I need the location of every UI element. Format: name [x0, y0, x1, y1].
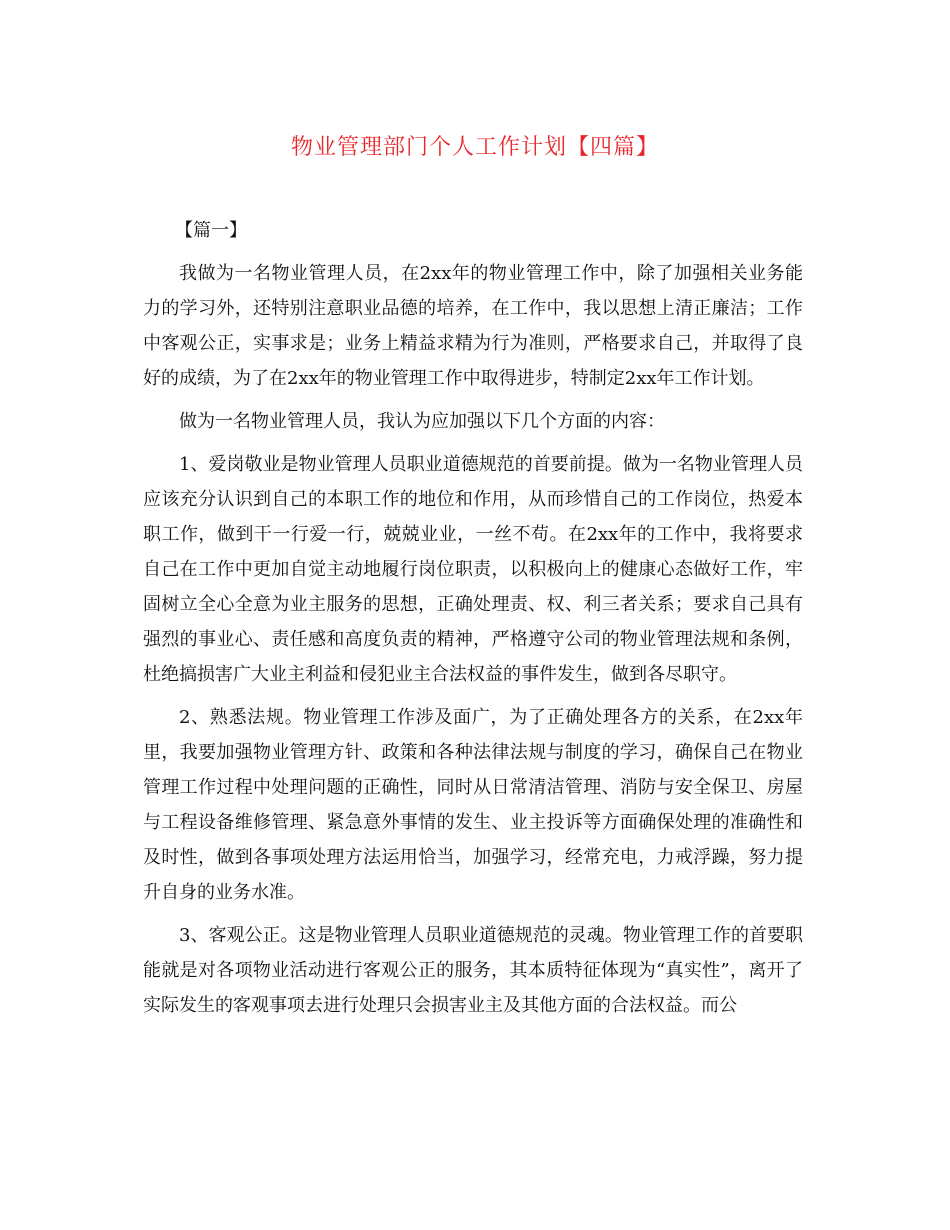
paragraph: 我做为一名物业管理人员，在2xx年的物业管理工作中，除了加强相关业务能力的学习外，还特别注意职业品德的培养，在工作中，我以思想上清正廉洁；工作中客观公正，实事求是；业务上精益求精为行为准则，严格要求自己，并取得了良好的成绩，为了在2xx年的物业管理工作中取得进步，特制定2xx年工作计划。	[143, 263, 803, 389]
document-body	[143, 214, 803, 1031]
paragraph: 3、客观公正。这是物业管理人员职业道德规范的灵魂。物业管理工作的首要职能就是对各项物业活动进行客观公正的服务，其本质特征体现为“真实性”，离开了实际发生的客观事项去进行处理只会损害业主及其他方面的合法权益。而公	[143, 925, 803, 1016]
paragraph: 1、爱岗敬业是物业管理人员职业道德规范的首要前提。做为一名物业管理人员应该充分认识到自己的本职工作的地位和作用，从而珍惜自己的工作岗位，热爱本职工作，做到干一行爱一行，兢兢业业，一丝不苟。在2xx年的工作中，我将要求自己在工作中更加自觉主动地履行岗位职责，以积极向上的健康心态做好工作，牢固树立全心全意为业主服务的思想，正确处理责、权、利三者关系；要求自己具有强烈的事业心、责任感和高度负责的精神，严格遵守公司的物业管理法规和条例，杜绝搞损害广大业主利益和侵犯业主合法权益的事件发生，做到各尽职守。	[143, 454, 803, 685]
section-heading: 【篇一】	[175, 220, 247, 241]
paragraph: 2、熟悉法规。物业管理工作涉及面广，为了正确处理各方的关系，在2xx年里，我要加强物业管理方针、政策和各种法律法规与制度的学习，确保自己在物业管理工作过程中处理问题的正确性，同时从日常清洁管理、消防与安全保卫、房屋与工程设备维修管理、紧急意外事情的发生、业主投诉等方面确保处理的准确性和及时性，做到各事项处理方法运用恰当，加强学习，经常充电，力戒浮躁，努力提升自身的业务水准。	[143, 707, 803, 903]
document-title: 物业管理部门个人工作计划【四篇】	[290, 135, 659, 160]
paragraph: 做为一名物业管理人员，我认为应加强以下几个方面的内容：	[179, 411, 665, 432]
